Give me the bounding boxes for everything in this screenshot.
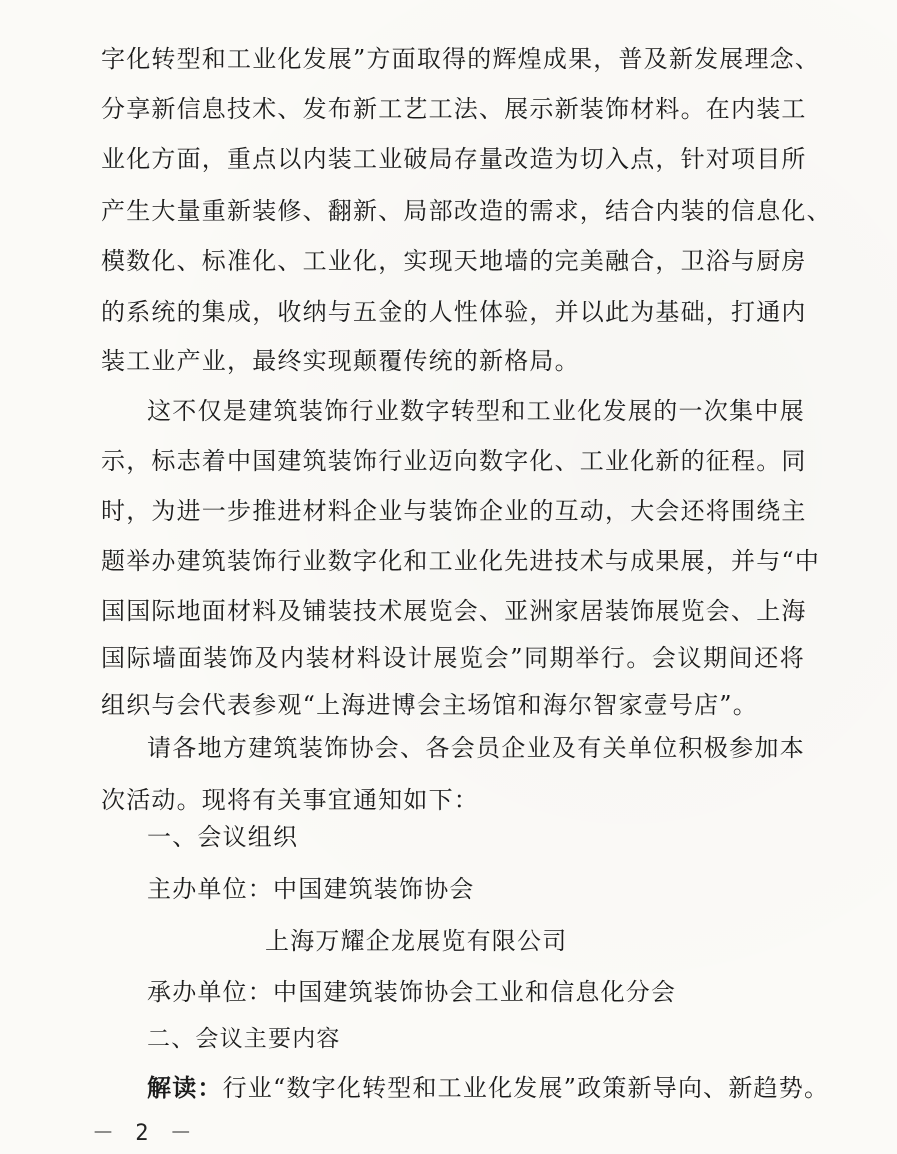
paragraph-1-line-6: 的系统的集成，收纳与五金的人性体验，并以此为基础，打通内 — [101, 298, 807, 326]
section-2-heading: 二、会议主要内容 — [147, 1026, 341, 1052]
paragraph-2-line-7: 组织与会代表参观“上海进博会主场馆和海尔智家壹号店”。 — [101, 691, 758, 719]
paragraph-1-line-1: 字化转型和工业化发展”方面取得的辉煌成果，普及新发展理念、 — [101, 45, 821, 73]
paragraph-1-line-4: 产生大量重新装修、翻新、局部改造的需求，结合内装的信息化、 — [101, 197, 832, 225]
paragraph-2-line-2: 示，标志着中国建筑装饰行业迈向数字化、工业化新的征程。同 — [101, 447, 807, 475]
item-label: 解读： — [147, 1073, 223, 1102]
paragraph-2-line-4: 题举办建筑装饰行业数字化和工业化先进技术与成果展，并与“中 — [101, 547, 821, 575]
section-2-item — [147, 1073, 830, 1103]
host-row — [147, 874, 475, 904]
paragraph-1-line-3: 业化方面，重点以内装工业破局存量改造为切入点，针对项目所 — [101, 145, 807, 173]
paragraph-2-line-3: 时，为进一步推进材料企业与装饰企业的互动，大会还将围绕主 — [101, 497, 807, 525]
paragraph-1-line-5: 模数化、标准化、工业化，实现天地墙的完美融合，卫浴与厨房 — [101, 247, 807, 275]
organizer: 中国建筑装饰协会工业和信息化分会 — [273, 978, 677, 1006]
host-label: 主办单位： — [147, 875, 273, 903]
host-2: 上海万耀企龙展览有限公司 — [265, 927, 568, 955]
paragraph-1-line-7: 装工业产业，最终实现颠覆传统的新格局。 — [101, 347, 580, 375]
item-text: 行业“数字化转型和工业化发展”政策新导向、新趋势。 — [222, 1074, 830, 1102]
organizer-label: 承办单位： — [147, 978, 273, 1006]
section-1-heading: 一、会议组织 — [147, 823, 299, 851]
paragraph-2-line-1: 这不仅是建筑装饰行业数字转型和工业化发展的一次集中展 — [147, 397, 805, 425]
paragraph-2-line-6: 国际墙面装饰及内装材料设计展览会”同期举行。会议期间还将 — [101, 644, 805, 672]
paragraph-2-line-5: 国国际地面材料及铺装技术展览会、亚洲家居装饰展览会、上海 — [101, 597, 807, 625]
paragraph-3-line-2: 次活动。现将有关事宜通知如下： — [101, 786, 479, 814]
paragraph-3-line-1: 请各地方建筑装饰协会、各会员企业及有关单位积极参加本 — [147, 734, 805, 762]
organizer-row — [147, 977, 676, 1007]
host-1: 中国建筑装饰协会 — [273, 875, 475, 903]
page-number: － 2 － — [92, 1121, 196, 1146]
paragraph-1-line-2: 分享新信息技术、发布新工艺工法、展示新装饰材料。在内装工 — [101, 95, 807, 123]
